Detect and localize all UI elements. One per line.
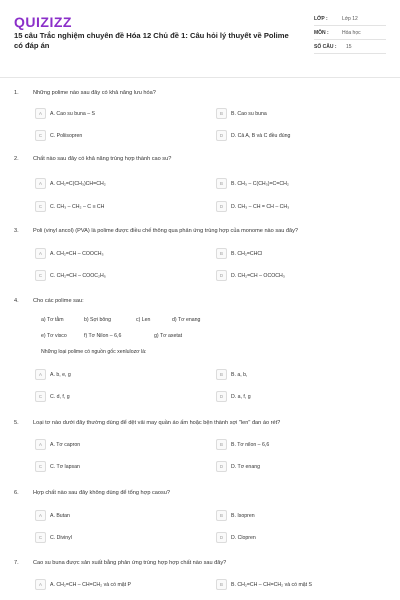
question-text: Hợp chất nào sau đây không dùng để tổng hợp caosu? — [33, 490, 171, 496]
quizizz-logo: QUIZIZZ — [14, 14, 72, 30]
option-a[interactable] — [35, 439, 80, 450]
question-number: 6. — [14, 490, 19, 496]
option-key-box: D — [216, 461, 227, 472]
option-key-box: A — [35, 248, 46, 259]
class-label: LỚP : — [314, 16, 328, 22]
option-b[interactable] — [216, 369, 247, 380]
option-key-box: B — [216, 108, 227, 119]
question-text: Cao su buna được sản xuất bằng phản ứng trùng hợp hợp chất nào sau đây? — [33, 560, 227, 566]
option-text: A. CH₂=CH – COOCH₃ — [50, 250, 104, 257]
option-text: A. CH₂=C(CH₃)CH=CH₂ — [50, 180, 106, 187]
question-text: Cho các polime sau: — [33, 298, 84, 304]
option-key-box: A — [35, 369, 46, 380]
option-text: B. CH₃ – C(CH₃)=C=CH₂ — [231, 180, 289, 187]
option-text: B. Cao su buna — [231, 110, 267, 117]
option-text: C. CH₃ – CH₂ – C ≡ CH — [50, 203, 105, 210]
option-text: B. CH₂=CH – CH=CH₂ và có mặt S — [231, 581, 312, 588]
option-key-box: A — [35, 510, 46, 521]
option-key-box: A — [35, 108, 46, 119]
count-label: SỐ CÂU : — [314, 44, 337, 50]
sub-question: Những loại polime có nguồn gốc xenlulozơ là: — [41, 349, 147, 355]
option-text: C. Poliisopren — [50, 132, 83, 139]
option-text: A. Tơ capron — [50, 441, 81, 448]
option-text: D. Cả A, B và C đều đúng — [231, 132, 291, 139]
count-value: 15 — [346, 44, 352, 50]
polymer-list-item: b) Sợi bông — [84, 317, 112, 323]
option-b[interactable] — [216, 510, 255, 521]
option-d[interactable] — [216, 532, 256, 543]
option-key-box: B — [216, 178, 227, 189]
polymer-list-item: c) Len — [136, 317, 151, 323]
option-key-box: B — [216, 510, 227, 521]
option-text: B. a, b, — [231, 371, 248, 378]
option-key-box: C — [35, 461, 46, 472]
option-a[interactable] — [35, 108, 95, 119]
option-text: A. b, e, g — [50, 371, 71, 378]
option-key-box: A — [35, 579, 46, 590]
option-text: C. d, f, g — [50, 393, 70, 400]
option-text: A. Butan — [50, 512, 70, 519]
polymer-list-item: a) Tơ tằm — [41, 317, 64, 323]
option-key-box: A — [35, 178, 46, 189]
option-key-box: B — [216, 369, 227, 380]
option-text: C. CH₂=CH – COOC₂H₅ — [50, 272, 106, 279]
option-b[interactable] — [216, 108, 267, 119]
option-key-box: C — [35, 201, 46, 212]
option-b[interactable] — [216, 579, 312, 590]
option-b[interactable] — [216, 248, 262, 259]
question-number: 3. — [14, 228, 19, 234]
option-key-box: B — [216, 248, 227, 259]
option-d[interactable] — [216, 391, 251, 402]
option-key-box: D — [216, 270, 227, 281]
option-a[interactable] — [35, 579, 131, 590]
option-b[interactable] — [216, 178, 289, 189]
question-text: Poli (vinyl ancol) (PVA) là polime được điều chế thông qua phản ứng trùng hợp của monome nào sau đây? — [33, 228, 299, 234]
option-key-box: C — [35, 391, 46, 402]
question-number: 1. — [14, 90, 19, 96]
option-text: D. Clopren — [231, 534, 256, 541]
question-text: Những polime nào sau đây có khả năng lưu hóa? — [33, 90, 156, 96]
header-divider — [0, 77, 400, 78]
option-d[interactable] — [216, 130, 290, 141]
option-key-box: C — [35, 532, 46, 543]
option-c[interactable] — [35, 391, 70, 402]
option-a[interactable] — [35, 510, 70, 521]
option-text: B. Isopren — [231, 512, 255, 519]
option-text: A. Cao su buna – S — [50, 110, 95, 117]
option-c[interactable] — [35, 201, 104, 212]
option-text: C. Divinyl — [50, 534, 72, 541]
option-c[interactable] — [35, 461, 80, 472]
polymer-list-item: e) Tơ visco — [41, 333, 67, 339]
option-text: D. CH₃ – CH = CH – CH₃ — [231, 203, 290, 210]
option-a[interactable] — [35, 369, 71, 380]
option-key-box: B — [216, 579, 227, 590]
option-a[interactable] — [35, 178, 106, 189]
subject-label: MÔN : — [314, 30, 329, 36]
question-text: Loại tơ nào dưới đây thường dùng để dệt vải may quần áo ấm hoặc bện thành sợi "len" đan áo rét? — [33, 420, 281, 426]
question-text: Chất nào sau đây có khả năng trùng hợp thành cao su? — [33, 156, 172, 162]
meta-row-count — [314, 40, 386, 54]
option-b[interactable] — [216, 439, 269, 450]
question-number: 2. — [14, 156, 19, 162]
option-c[interactable] — [35, 532, 72, 543]
option-key-box: D — [216, 130, 227, 141]
option-key-box: D — [216, 532, 227, 543]
question-number: 5. — [14, 420, 19, 426]
worksheet-title: 15 câu Trắc nghiệm chuyên đề Hóa 12 Chủ đề 1: Câu hỏi lý thuyết về Polime có đáp án — [14, 31, 289, 50]
option-c[interactable] — [35, 130, 82, 141]
option-text: D. Tơ enang — [231, 463, 260, 470]
class-value: Lớp 12 — [342, 16, 358, 22]
option-d[interactable] — [216, 461, 260, 472]
polymer-list-item: d) Tơ enang — [172, 317, 201, 323]
option-key-box: B — [216, 439, 227, 450]
meta-row-class — [314, 12, 386, 26]
question-number: 4. — [14, 298, 19, 304]
option-text: D. a, f, g — [231, 393, 251, 400]
question-number: 7. — [14, 560, 19, 566]
option-text: B. Tơ nilon – 6,6 — [231, 441, 270, 448]
option-text: A. CH₂=CH – CH=CH₂ và có mặt P — [50, 581, 131, 588]
polymer-list-item: g) Tơ axetat — [154, 333, 183, 339]
option-key-box: C — [35, 130, 46, 141]
option-key-box: D — [216, 391, 227, 402]
option-key-box: C — [35, 270, 46, 281]
option-text: C. Tơ lapsan — [50, 463, 80, 470]
meta-table — [314, 12, 386, 54]
subject-value: Hóa học — [342, 30, 361, 36]
option-text: B. CH₂=CHCl — [231, 250, 263, 257]
option-d[interactable] — [216, 201, 289, 212]
option-a[interactable] — [35, 248, 104, 259]
option-key-box: A — [35, 439, 46, 450]
option-key-box: D — [216, 201, 227, 212]
option-text: D. CH₂=CH – OCOCH₃ — [231, 272, 285, 279]
option-d[interactable] — [216, 270, 285, 281]
option-c[interactable] — [35, 270, 106, 281]
meta-row-subject — [314, 26, 386, 40]
polymer-list-item: f) Tơ Nilon – 6,6 — [84, 333, 122, 339]
